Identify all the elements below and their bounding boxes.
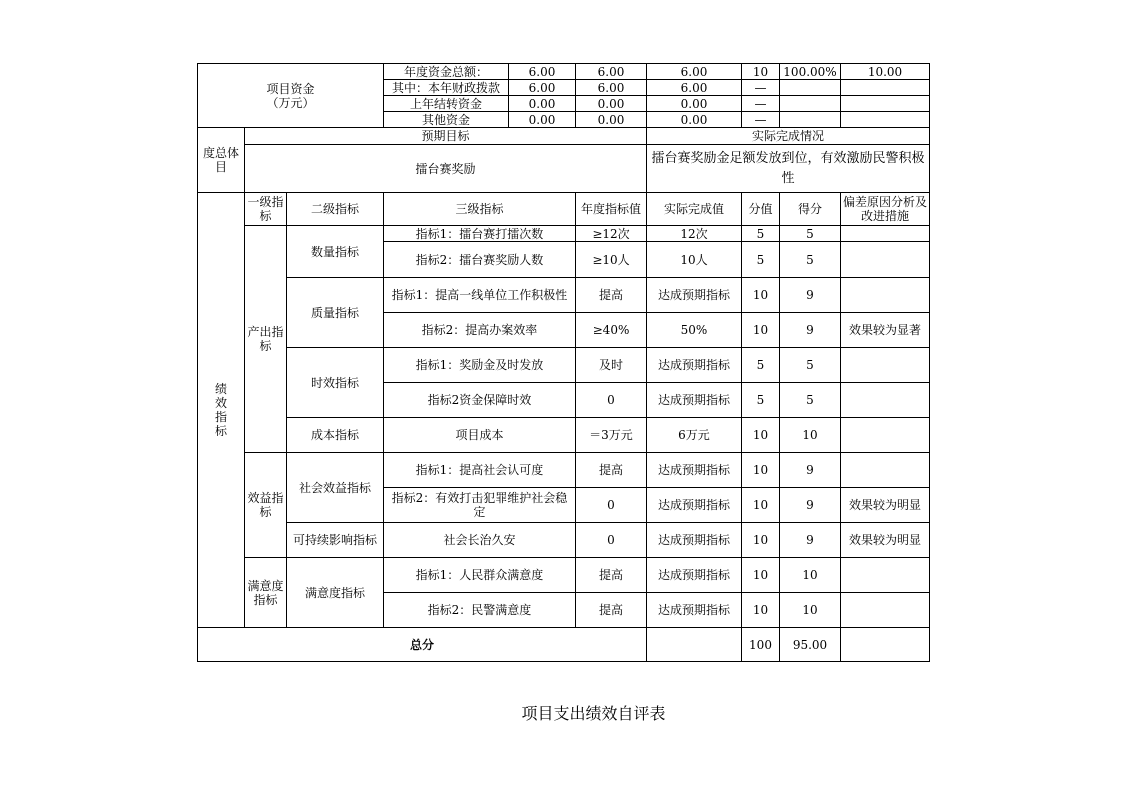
- funding-cell: 6.00: [576, 80, 647, 96]
- level2-quality: 质量指标: [287, 278, 384, 348]
- header-level1: 一级指标: [245, 193, 287, 226]
- reason-cell: [841, 348, 930, 383]
- level3-cell: 指标2：提高办案效率: [384, 313, 576, 348]
- reason-cell: [841, 278, 930, 313]
- funding-name: 上年结转资金: [384, 96, 509, 112]
- weight-cell: 5: [742, 242, 780, 278]
- total-label: 总分: [198, 628, 647, 662]
- actual-cell: 10人: [647, 242, 742, 278]
- level2-social: 社会效益指标: [287, 453, 384, 523]
- funding-cell: 0.00: [576, 112, 647, 128]
- funding-cell: 10: [742, 64, 780, 80]
- level1-output: 产出指标: [245, 226, 287, 453]
- indicator-row: [198, 278, 930, 313]
- header-actual: 实际完成值: [647, 193, 742, 226]
- table-caption: 项目支出绩效自评表: [521, 704, 666, 723]
- actual-cell: 达成预期指标: [647, 453, 742, 488]
- header-level3: 三级指标: [384, 193, 576, 226]
- level3-cell: 社会长治久安: [384, 523, 576, 558]
- indicators-side-label: [198, 193, 245, 628]
- level3-cell: 指标1：奖励金及时发放: [384, 348, 576, 383]
- funding-cell: 6.00: [647, 64, 742, 80]
- weight-cell: 10: [742, 523, 780, 558]
- actual-completion-text: 擂台赛奖励金足额发放到位，有效激励民警积极性: [647, 145, 930, 193]
- header-annual: 年度指标值: [576, 193, 647, 226]
- annual-cell: 0: [576, 383, 647, 418]
- annual-cell: ＝3万元: [576, 418, 647, 453]
- funding-cell: —: [742, 112, 780, 128]
- score-cell: 5: [780, 242, 841, 278]
- total-score: 95.00: [780, 628, 841, 662]
- weight-cell: 10: [742, 278, 780, 313]
- annual-cell: ≥10人: [576, 242, 647, 278]
- self-evaluation-table: [197, 63, 930, 662]
- level3-cell: 指标1：擂台赛打擂次数: [384, 226, 576, 242]
- weight-cell: 10: [742, 593, 780, 628]
- funding-label: [198, 64, 384, 128]
- actual-cell: 达成预期指标: [647, 523, 742, 558]
- reason-cell: [841, 418, 930, 453]
- indicator-row: [198, 558, 930, 593]
- header-reason: 偏差原因分析及改进措施: [841, 193, 930, 226]
- reason-cell: [841, 226, 930, 242]
- funding-cell: [780, 96, 841, 112]
- total-row: [198, 628, 930, 662]
- level3-cell: 项目成本: [384, 418, 576, 453]
- weight-cell: 10: [742, 453, 780, 488]
- goals-content-row: [198, 145, 930, 193]
- score-cell: 9: [780, 453, 841, 488]
- score-cell: 5: [780, 226, 841, 242]
- level3-cell: 指标2资金保障时效: [384, 383, 576, 418]
- annual-cell: ≥12次: [576, 226, 647, 242]
- weight-cell: 5: [742, 348, 780, 383]
- weight-cell: 10: [742, 313, 780, 348]
- actual-cell: 50%: [647, 313, 742, 348]
- indicator-row: [198, 226, 930, 242]
- funding-cell: —: [742, 96, 780, 112]
- reason-cell: [841, 242, 930, 278]
- total-weight: 100: [742, 628, 780, 662]
- level2-cost: 成本指标: [287, 418, 384, 453]
- indicator-row: [198, 453, 930, 488]
- funding-cell: [780, 112, 841, 128]
- reason-cell: [841, 383, 930, 418]
- funding-label-line1: 项目资金: [266, 81, 315, 96]
- level3-cell: 指标2：擂台赛奖励人数: [384, 242, 576, 278]
- level2-satisfaction: 满意度指标: [287, 558, 384, 628]
- level1-benefit: 效益指标: [245, 453, 287, 558]
- score-cell: 5: [780, 383, 841, 418]
- level2-quantity: 数量指标: [287, 226, 384, 278]
- funding-cell: 0.00: [647, 112, 742, 128]
- actual-cell: 达成预期指标: [647, 488, 742, 523]
- funding-cell: [841, 96, 930, 112]
- funding-cell: 6.00: [509, 80, 576, 96]
- funding-cell: 0.00: [576, 96, 647, 112]
- reason-cell: 效果较为显著: [841, 313, 930, 348]
- actual-completion-header: 实际完成情况: [647, 128, 930, 145]
- funding-cell: 100.00%: [780, 64, 841, 80]
- funding-name: 其他资金: [384, 112, 509, 128]
- goals-header-row: [198, 128, 930, 145]
- indicators-side-text: 绩效指标: [214, 382, 227, 438]
- funding-cell: 10.00: [841, 64, 930, 80]
- header-weight: 分值: [742, 193, 780, 226]
- expected-goal-header: 预期目标: [245, 128, 647, 145]
- funding-name: 年度资金总额：: [384, 64, 509, 80]
- funding-cell: 6.00: [647, 80, 742, 96]
- actual-cell: 达成预期指标: [647, 348, 742, 383]
- funding-row-total: [198, 64, 930, 80]
- funding-cell: 0.00: [509, 112, 576, 128]
- funding-cell: [841, 80, 930, 96]
- reason-cell: 效果较为明显: [841, 523, 930, 558]
- total-empty: [647, 628, 742, 662]
- goals-side-label: 度总体目: [198, 128, 245, 193]
- score-cell: 9: [780, 313, 841, 348]
- annual-cell: ≥40%: [576, 313, 647, 348]
- weight-cell: 10: [742, 558, 780, 593]
- funding-name: 其中：本年财政拨款: [384, 80, 509, 96]
- reason-cell: [841, 593, 930, 628]
- funding-cell: 6.00: [509, 64, 576, 80]
- weight-cell: 10: [742, 488, 780, 523]
- reason-cell: [841, 558, 930, 593]
- indicator-row: [198, 348, 930, 383]
- actual-cell: 6万元: [647, 418, 742, 453]
- funding-cell: 0.00: [509, 96, 576, 112]
- level1-satisfaction: 满意度指标: [245, 558, 287, 628]
- score-cell: 9: [780, 523, 841, 558]
- weight-cell: 5: [742, 226, 780, 242]
- actual-cell: 达成预期指标: [647, 278, 742, 313]
- level3-cell: 指标1：提高社会认可度: [384, 453, 576, 488]
- reason-cell: [841, 453, 930, 488]
- reason-cell: 效果较为明显: [841, 488, 930, 523]
- level3-cell: 指标1：人民群众满意度: [384, 558, 576, 593]
- annual-cell: 0: [576, 523, 647, 558]
- header-level2: 二级指标: [287, 193, 384, 226]
- total-reason: [841, 628, 930, 662]
- funding-cell: [841, 112, 930, 128]
- annual-cell: 提高: [576, 453, 647, 488]
- funding-cell: 0.00: [647, 96, 742, 112]
- actual-cell: 达成预期指标: [647, 383, 742, 418]
- actual-cell: 12次: [647, 226, 742, 242]
- score-cell: 9: [780, 278, 841, 313]
- level2-timeliness: 时效指标: [287, 348, 384, 418]
- score-cell: 9: [780, 488, 841, 523]
- actual-cell: 达成预期指标: [647, 593, 742, 628]
- level3-cell: 指标2：民警满意度: [384, 593, 576, 628]
- level3-cell: 指标2：有效打击犯罪维护社会稳定: [384, 488, 576, 523]
- weight-cell: 10: [742, 418, 780, 453]
- indicator-header-row: [198, 193, 930, 226]
- indicator-row: [198, 523, 930, 558]
- score-cell: 5: [780, 348, 841, 383]
- annual-cell: 提高: [576, 278, 647, 313]
- score-cell: 10: [780, 593, 841, 628]
- indicator-row: [198, 418, 930, 453]
- expected-goal-text: 擂台赛奖励: [245, 145, 647, 193]
- annual-cell: 提高: [576, 593, 647, 628]
- funding-cell: —: [742, 80, 780, 96]
- funding-cell: [780, 80, 841, 96]
- funding-label-line2: （万元）: [266, 95, 315, 110]
- score-cell: 10: [780, 418, 841, 453]
- annual-cell: 0: [576, 488, 647, 523]
- weight-cell: 5: [742, 383, 780, 418]
- actual-cell: 达成预期指标: [647, 558, 742, 593]
- level3-cell: 指标1：提高一线单位工作积极性: [384, 278, 576, 313]
- funding-cell: 6.00: [576, 64, 647, 80]
- level2-sustainable: 可持续影响指标: [287, 523, 384, 558]
- annual-cell: 提高: [576, 558, 647, 593]
- header-score: 得分: [780, 193, 841, 226]
- score-cell: 10: [780, 558, 841, 593]
- annual-cell: 及时: [576, 348, 647, 383]
